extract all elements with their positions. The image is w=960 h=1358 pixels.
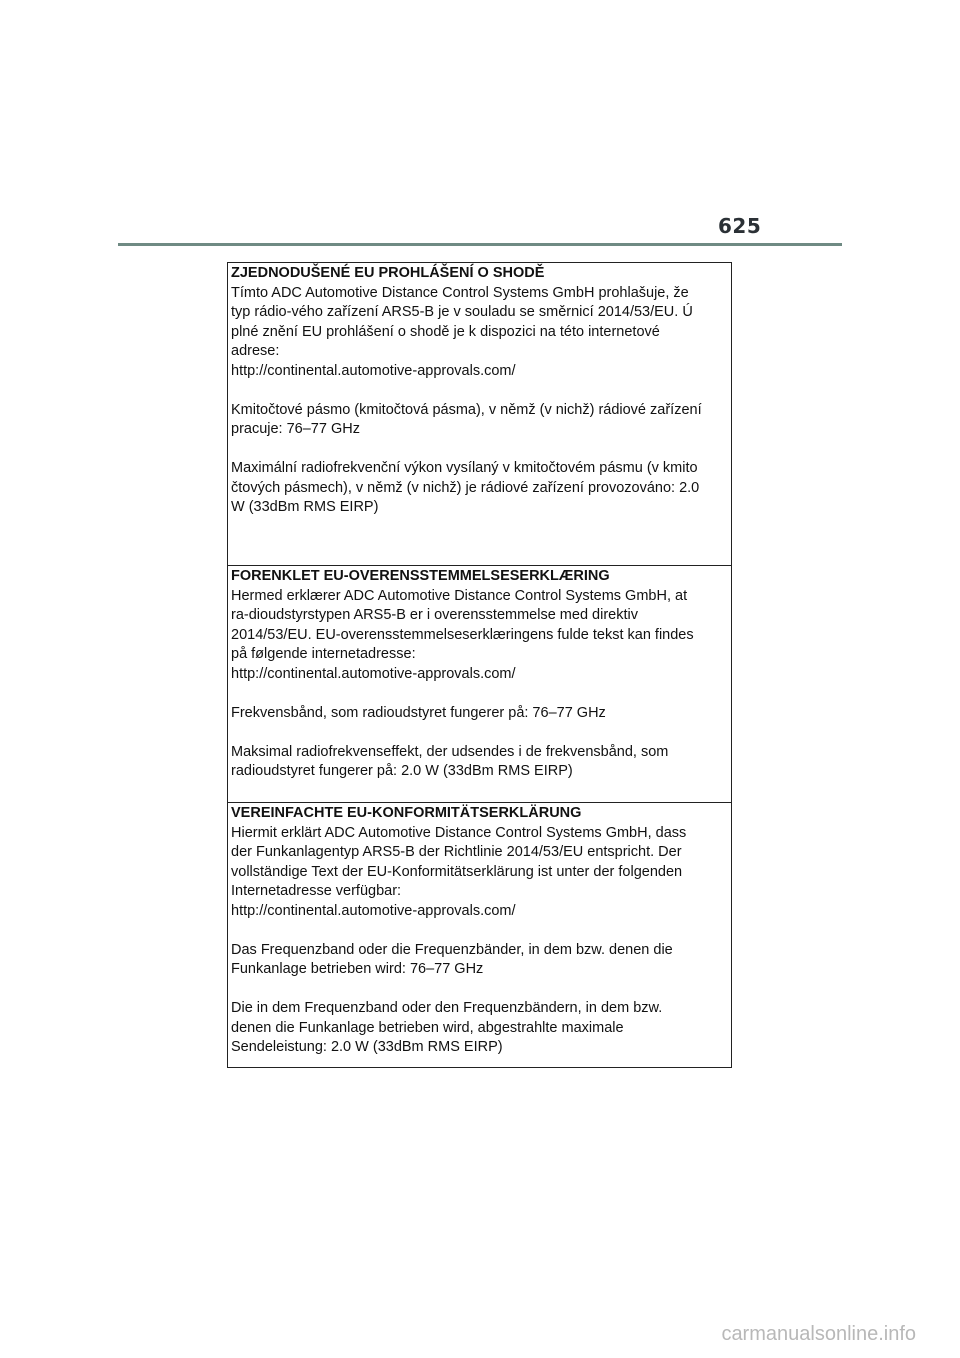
paragraph-gap	[231, 440, 728, 460]
text-line: på følgende internetadresse:	[231, 646, 416, 662]
header-rule	[118, 243, 842, 246]
section-czech	[228, 263, 731, 565]
text-line: adrese:	[231, 343, 280, 359]
text-line: vollständige Text der EU-Konformitätserklärung ist unter der folgenden	[231, 863, 683, 880]
paragraph	[231, 941, 728, 980]
text-line: Sendeleistung: 2.0 W (33dBm RMS EIRP)	[231, 1039, 503, 1055]
watermark-text: carmanualsonline.info	[721, 1323, 916, 1345]
approval-link[interactable]: http://continental.automotive-approvals.com/	[231, 902, 516, 919]
text-line: typ rádio-vého zařízení ARS5-B je v souladu se směrnicí 2014/53/EU. Ú	[231, 304, 693, 320]
text-line: Frekvensbånd, som radioudstyret fungerer på: 76–77 GHz	[231, 704, 606, 721]
text-line: plné znění EU prohlášení o shodě je k dispozici na této internetové	[231, 323, 660, 340]
text-line: čtových pásmech), v němž (v nichž) je rádiové zařízení provozováno: 2.0	[231, 479, 700, 496]
paragraph	[231, 401, 728, 440]
text-line: Funkanlage betrieben wird: 76–77 GHz	[231, 961, 484, 977]
text-line: Das Frequenzband oder die Frequenzbänder, in dem bzw. denen die	[231, 941, 673, 958]
paragraph	[231, 743, 728, 782]
text-line: pracuje: 76–77 GHz	[231, 421, 360, 437]
paragraph	[231, 284, 728, 382]
section-title: FORENKLET EU-OVERENSSTEMMELSESERKLÆRING	[231, 568, 610, 584]
text-line: Internetadresse verfügbar:	[231, 883, 402, 899]
paragraph-gap	[231, 921, 728, 941]
text-line: radioudstyret fungerer på: 2.0 W (33dBm RMS EIRP)	[231, 763, 573, 779]
text-line: 2014/53/EU. EU-overensstemmelseserklæringens fulde tekst kan findes	[231, 626, 694, 643]
paragraph-gap	[231, 381, 728, 401]
paragraph-gap	[231, 684, 728, 704]
approval-link[interactable]: http://continental.automotive-approvals.com/	[231, 665, 516, 682]
text-line: Hiermit erklärt ADC Automotive Distance Control Systems GmbH, dass	[231, 824, 687, 841]
section-title: VEREINFACHTE EU-KONFORMITÄTSERKLÄRUNG	[231, 805, 582, 821]
paragraph	[231, 704, 728, 724]
text-line: Die in dem Frequenzband oder den Frequenzbändern, in dem bzw.	[231, 1000, 663, 1016]
text-line: Maximální radiofrekvenční výkon vysílaný v kmitočtovém pásmu (v kmito	[231, 460, 698, 476]
text-line: Tímto ADC Automotive Distance Control Systems GmbH prohlašuje, že	[231, 284, 689, 301]
paragraph	[231, 587, 728, 685]
paragraph	[231, 999, 728, 1058]
text-line: Kmitočtové pásmo (kmitočtová pásma), v němž (v nichž) rádiové zařízení	[231, 401, 702, 418]
section-title: ZJEDNODUŠENÉ EU PROHLÁŠENÍ O SHODĚ	[231, 265, 545, 281]
text-line: der Funkanlagentyp ARS5-B der Richtlinie 2014/53/EU entspricht. Der	[231, 844, 682, 860]
page-number: 625	[718, 214, 762, 238]
approval-link[interactable]: http://continental.automotive-approvals.com/	[231, 362, 516, 379]
section-danish	[228, 565, 731, 802]
paragraph	[231, 459, 728, 518]
text-line: denen die Funkanlage betrieben wird, abgestrahlte maximale	[231, 1019, 624, 1036]
text-line: Maksimal radiofrekvenseffekt, der udsendes i de frekvensbånd, som	[231, 743, 669, 760]
paragraph	[231, 824, 728, 922]
text-line: ra-dioudstyrstypen ARS5-B er i overensstemmelse med direktiv	[231, 607, 638, 623]
paragraph-gap	[231, 980, 728, 1000]
paragraph-gap	[231, 723, 728, 743]
section-german	[228, 802, 731, 1067]
declaration-box	[227, 262, 732, 1068]
text-line: W (33dBm RMS EIRP)	[231, 499, 379, 515]
text-line: Hermed erklærer ADC Automotive Distance Control Systems GmbH, at	[231, 587, 688, 604]
